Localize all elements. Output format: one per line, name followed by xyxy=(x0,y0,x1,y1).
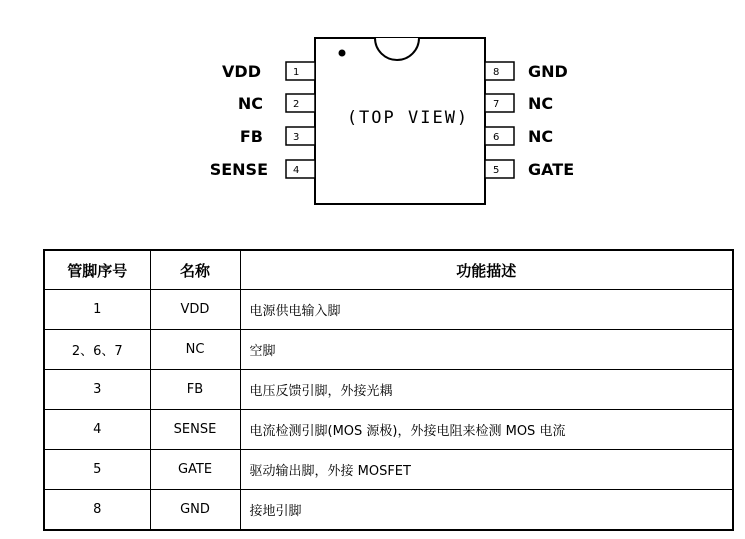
pin-label: GATE xyxy=(528,160,575,179)
pin1-marker-dot xyxy=(339,50,346,57)
header-pin-number: 管脚序号 xyxy=(44,250,150,290)
header-name: 名称 xyxy=(150,250,240,290)
pin-label: SENSE xyxy=(209,160,268,179)
right-pin-6 xyxy=(485,127,553,146)
cell-name: SENSE xyxy=(150,410,240,450)
pin-label: VDD xyxy=(222,62,261,81)
cell-name: NC xyxy=(150,330,240,370)
pin-number: 6 xyxy=(493,132,500,143)
pin-number: 8 xyxy=(493,67,500,78)
right-pin-7 xyxy=(485,94,553,113)
cell-name: VDD xyxy=(150,290,240,330)
header-function: 功能描述 xyxy=(240,250,733,290)
right-pin-8 xyxy=(485,62,568,81)
pin-label: NC xyxy=(528,94,554,113)
cell-pin-number: 4 xyxy=(44,410,150,450)
pin-box xyxy=(485,94,514,112)
pin-label: NC xyxy=(528,127,554,146)
cell-function: 空脚 xyxy=(240,330,733,370)
cell-name: FB xyxy=(150,370,240,410)
pin-box xyxy=(485,62,514,80)
right-pin-5 xyxy=(485,160,574,179)
table-header-row xyxy=(44,250,733,290)
left-pin-3 xyxy=(240,127,315,146)
cell-function: 接地引脚 xyxy=(240,490,733,531)
pin-box xyxy=(286,160,315,178)
cell-name: GATE xyxy=(150,450,240,490)
cell-function: 电流检测引脚(MOS 源极)，外接电阻来检测 MOS 电流 xyxy=(240,410,733,450)
table-row xyxy=(44,370,733,410)
pin-number: 3 xyxy=(293,132,300,143)
pin-number: 2 xyxy=(293,99,300,110)
table-row xyxy=(44,290,733,330)
cell-function: 电源供电输入脚 xyxy=(240,290,733,330)
cell-pin-number: 5 xyxy=(44,450,150,490)
pin-label: NC xyxy=(237,94,263,113)
table-row xyxy=(44,490,733,531)
table-row xyxy=(44,450,733,490)
cell-pin-number: 8 xyxy=(44,490,150,531)
left-pin-4 xyxy=(210,160,315,179)
pin-number: 1 xyxy=(293,67,300,78)
left-pin-2 xyxy=(238,94,315,113)
pin-box xyxy=(286,127,315,145)
cell-function: 电压反馈引脚，外接光耦 xyxy=(240,370,733,410)
pin-label: GND xyxy=(528,62,568,81)
chip-pinout-diagram xyxy=(0,0,745,215)
pin-box xyxy=(286,94,315,112)
pin-box xyxy=(286,62,315,80)
top-view-label: (TOP VIEW) xyxy=(346,108,470,128)
cell-name: GND xyxy=(150,490,240,531)
cell-pin-number: 2、6、7 xyxy=(44,330,150,370)
cell-function: 驱动输出脚，外接 MOSFET xyxy=(240,450,733,490)
pin-box xyxy=(485,127,514,145)
pin-box xyxy=(485,160,514,178)
table-row xyxy=(44,410,733,450)
pin-label: FB xyxy=(239,127,263,146)
pin-number: 5 xyxy=(493,165,500,176)
left-pin-1 xyxy=(222,62,315,81)
pin-number: 7 xyxy=(493,99,500,110)
pin-function-table xyxy=(43,249,734,531)
table-row xyxy=(44,330,733,370)
cell-pin-number: 1 xyxy=(44,290,150,330)
cell-pin-number: 3 xyxy=(44,370,150,410)
pin-number: 4 xyxy=(293,165,300,176)
